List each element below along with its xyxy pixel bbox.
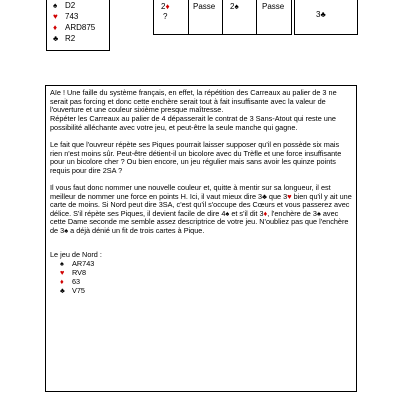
auction-bid-1-suffix: ?: [163, 12, 168, 21]
club-icon: ♣: [53, 34, 59, 43]
spade-icon: ♠: [53, 1, 58, 10]
hand-spades-row: [53, 1, 75, 11]
commentary-paragraph-4: Il vous faut donc nommer une nouvelle couleur et, quitte à mentir sur sa longueur, il est meilleur de nommer une force en points H. Ici, il vaut mieux dire 3♣ que 3♥ bien qu'il y ait une carte de moins. Si Nord peut dire 3SA, c'est qu'il s'occupe des Cœurs et vous passerez avec délice. S'il répète ses Piques, il devient facile de dire 4♠ et s'il dit 3♦, l'enchère de 3♠ avec cette Dame seconde me semble assez descriptrice de votre jeu. N'oubliez pas que l'enchère de 3♠ a déjà dénié un fit de trois cartes à Pique.: [50, 183, 352, 235]
commentary-paragraph-3: Le fait que l'ouvreur répète ses Piques pourrait laisser supposer qu'il en possède six mais rien n'est moins sûr. Peut-être détient-il un bicolore avec du Trèfle et une force insuffisante pour un bicolore cher ? Ou bien encore, un jeu régulier mais sans avoir les quinze points requis pour dire 2SA ?: [50, 140, 342, 175]
auction-col-3: [222, 0, 257, 34]
club-icon: ♣: [320, 10, 326, 19]
auction-bid-1: 2♦: [161, 2, 170, 11]
commentary-box: [45, 85, 357, 392]
spade-icon: ♠: [60, 259, 64, 268]
north-hearts: RV8: [72, 268, 87, 277]
auction-bid-2: 2♠: [230, 2, 239, 11]
hand-hearts: 743: [65, 12, 79, 21]
right-bid: 3♣: [316, 10, 326, 19]
north-diamonds: 63: [72, 277, 81, 286]
heart-icon: ♥: [53, 12, 58, 21]
spade-icon: ♠: [64, 225, 69, 235]
spade-icon: ♠: [234, 2, 239, 11]
auction-table: [153, 0, 292, 35]
hand-clubs-row: [53, 34, 75, 44]
commentary-paragraph-2: Répéter les Carreaux au palier de 4 dépasserait le contrat de 3 Sans-Atout qui reste une possibilité alléchante avec votre jeu, et peut-être la seule manche qui gagne.: [50, 114, 336, 132]
hand-hearts-row: [53, 12, 78, 22]
heart-icon: ♥: [60, 268, 65, 277]
commentary-paragraph-1: Aïe ! Une faille du système français, en effet, la répétition des Carreaux au palier de 3 ne serait pas forcing et donc cette enchère serait tout à fait insuffisante avec la valeur de l'ouverture et une couleur sixième presque maîtresse.: [50, 88, 337, 115]
hand-diamonds-row: [53, 23, 95, 33]
north-hand-title: Le jeu de Nord :: [50, 250, 102, 259]
diamond-icon: ♦: [53, 23, 58, 32]
diamond-icon: ♦: [165, 2, 170, 11]
diamond-icon: ♦: [60, 277, 64, 286]
hand-spades: D2: [65, 1, 76, 10]
spade-icon: ♠: [316, 208, 321, 218]
heart-icon: ♥: [287, 191, 292, 201]
club-icon: ♣: [60, 286, 65, 295]
hand-clubs: R2: [65, 34, 76, 43]
auction-pass-2: Passe: [262, 2, 285, 11]
diamond-icon: ♦: [263, 208, 268, 218]
hand-diamonds: ARD875: [65, 23, 96, 32]
auction-pass-1: Passe: [193, 2, 216, 11]
bid-box: [294, 0, 358, 35]
north-clubs-row: [50, 287, 130, 296]
club-icon: ♣: [262, 191, 267, 201]
north-clubs: V75: [72, 286, 85, 295]
auction-col-1: [154, 0, 189, 34]
spade-icon: ♠: [225, 208, 230, 218]
north-spades: AR743: [72, 259, 95, 268]
hand-box: [46, 0, 110, 51]
